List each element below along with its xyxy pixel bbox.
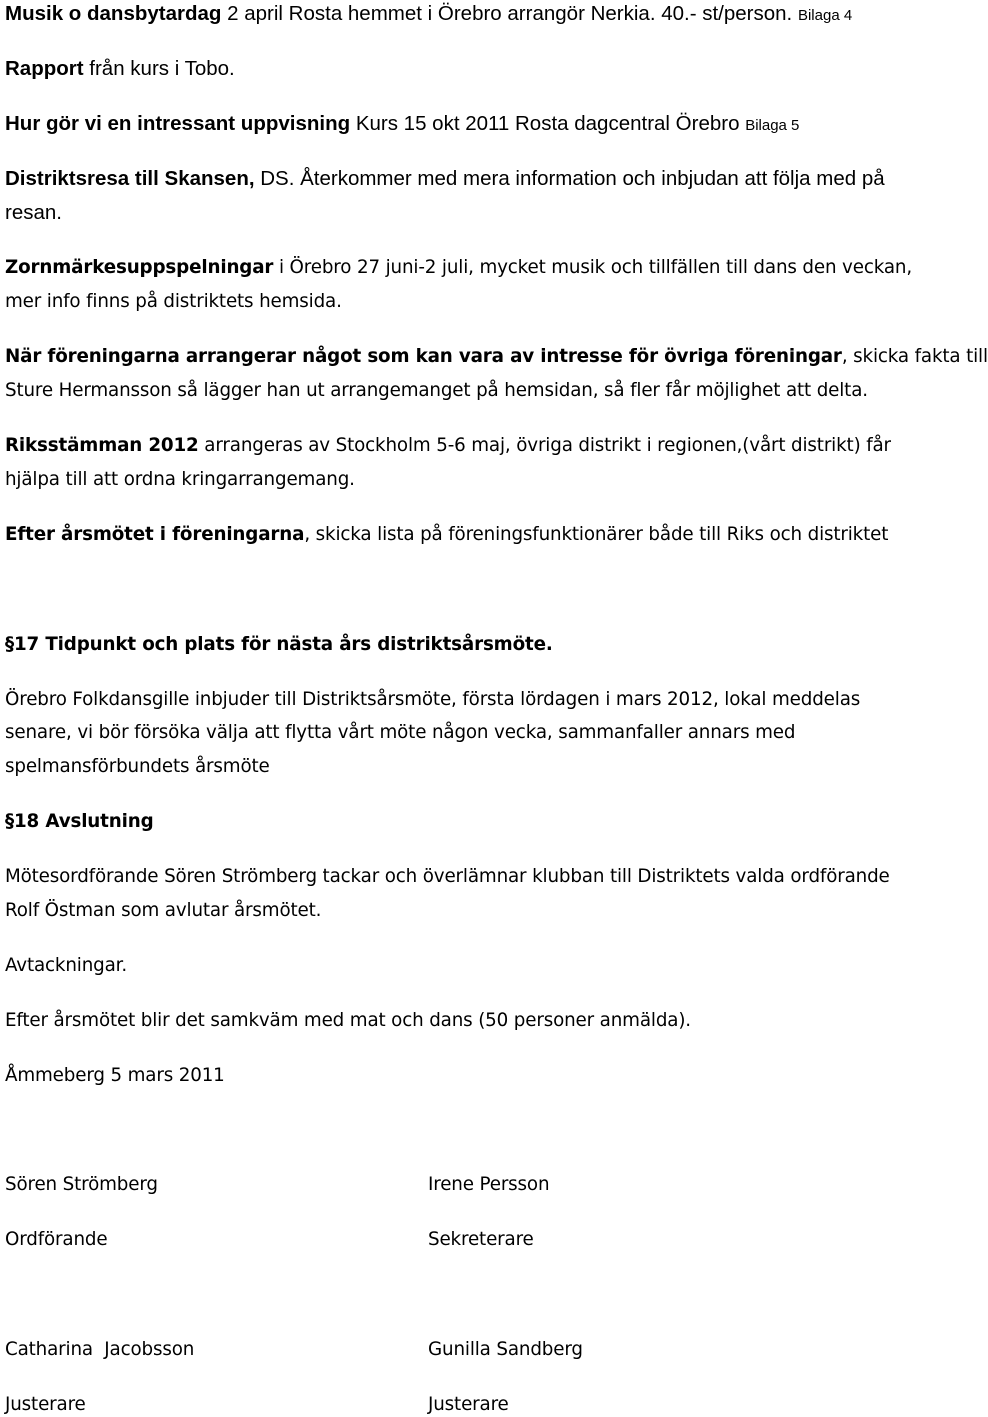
attachment-label: Bilaga 5 (745, 117, 800, 134)
item-foreningar-line2: Sture Hermansson så lägger han ut arrangemanget på hemsidan, så fler får möjlighet att delta. (5, 380, 868, 401)
attachment-label: Bilaga 4 (797, 7, 853, 24)
item-title: Hur gör vi en intressant uppvisning (5, 112, 351, 135)
item-title: Riksstämman 2012 (5, 435, 199, 456)
item-text: DS. Återkommer med mera information och inbjudan att följa med på (254, 167, 885, 190)
item-foreningar (5, 345, 988, 369)
signature-name: Gunilla Sandberg (428, 1339, 583, 1360)
section-17-line: senare, vi bör försöka välja att flytta vårt möte någon vecka, sammanfaller annars med (5, 722, 796, 743)
item-title: Musik o dansbytardag (5, 2, 222, 25)
signature-role: Ordförande (5, 1229, 108, 1250)
signature-role: Justerare (428, 1394, 509, 1415)
signature-name: Irene Persson (428, 1174, 550, 1195)
section-17-line: spelmansförbundets årsmöte (5, 756, 270, 777)
section-18-line: Mötesordförande Sören Strömberg tackar och överlämnar klubban till Distriktets valda ordförande (5, 866, 890, 887)
item-musik-o-dansbytardag (5, 2, 852, 28)
item-text: från kurs i Tobo. (83, 57, 235, 80)
section-17-line: Örebro Folkdansgille inbjuder till Distriktsårsmöte, första lördagen i mars 2012, lokal meddelas (5, 689, 861, 710)
item-title: Distriktsresa till Skansen, (5, 167, 255, 190)
signature-name: Sören Strömberg (5, 1174, 158, 1195)
item-title: Zornmärkesuppspelningar (5, 257, 274, 278)
thanks-text: Avtackningar. (5, 955, 128, 976)
item-title: När föreningarna arrangerar något som kan vara av intresse för övriga föreningar (5, 346, 842, 367)
item-text: 2 april Rosta hemmet i Örebro arrangör Nerkia. 40.- st/person. (221, 2, 793, 25)
signature-role: Justerare (5, 1394, 86, 1415)
signature-role: Sekreterare (428, 1229, 534, 1250)
item-efter-arsmotet (5, 523, 888, 547)
item-distriktsresa (5, 167, 885, 191)
item-riksstamman (5, 434, 891, 458)
item-title: Efter årsmötet i föreningarna (5, 524, 305, 545)
section-heading-text: §17 Tidpunkt och plats för nästa års distriktsårsmöte. (5, 634, 553, 655)
item-distriktsresa-line2: resan. (5, 201, 62, 224)
item-rapport (5, 57, 235, 81)
item-zornmarken (5, 256, 912, 280)
item-text: i Örebro 27 juni-2 juli, mycket musik och tillfällen till dans den veckan, (273, 257, 912, 278)
section-heading-text: §18 Avslutning (5, 811, 154, 832)
item-riksstamman-line2: hjälpa till att ordna kringarrangemang. (5, 469, 355, 490)
signature-name: Catharina Jacobsson (5, 1339, 195, 1360)
item-zornmarken-line2: mer info finns på distriktets hemsida. (5, 291, 342, 312)
item-text: , skicka fakta till (841, 346, 988, 367)
section-17-heading (5, 633, 553, 657)
item-title: Rapport (5, 57, 84, 80)
section-18-heading (5, 810, 154, 834)
place-date: Åmmeberg 5 mars 2011 (5, 1065, 225, 1086)
after-meeting-text: Efter årsmötet blir det samkväm med mat och dans (50 personer anmälda). (5, 1010, 691, 1031)
item-text: Kurs 15 okt 2011 Rosta dagcentral Örebro (350, 112, 740, 135)
item-uppvisning (5, 112, 799, 138)
item-text: arrangeras av Stockholm 5-6 maj, övriga distrikt i regionen,(vårt distrikt) får (198, 435, 891, 456)
item-text: , skicka lista på föreningsfunktionärer både till Riks och distriktet (304, 524, 889, 545)
section-18-line: Rolf Östman som avlutar årsmötet. (5, 900, 322, 921)
